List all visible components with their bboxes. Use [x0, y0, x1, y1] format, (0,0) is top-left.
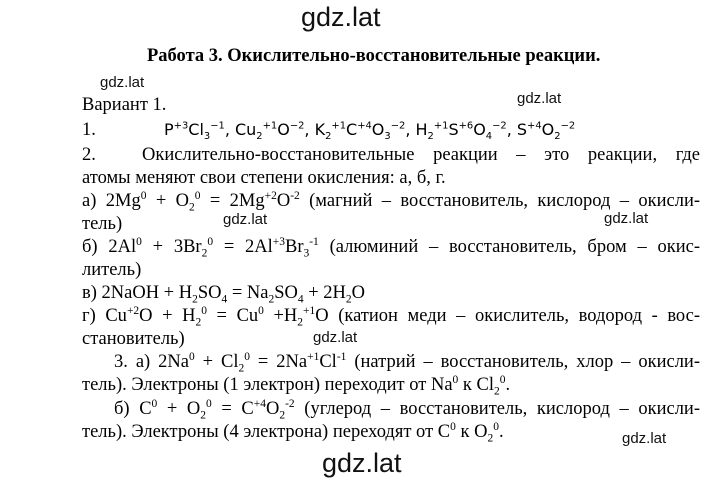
reaction-a-note-end: тель)	[82, 214, 123, 234]
task-1-formulas: $P^{+3}Cl_3^{-1}$, $Cu_2^{+1}O^{-2}$, $K_2^{+1}C^{+4}O_3^{-2}$, $H_2^{+1}S^{+6}O_4^{-2}$, $S^{+4}O_2^{-2}$	[164, 120, 576, 143]
reaction-b: б) $2Al^0 + 3Br_2^0 = 2Al^{+3}Br_3^{-1}$ (алюминий – восстановитель, бром – окис-	[82, 235, 701, 260]
task-3b-text: тель). Электроны (4 электрона) переходят от	[82, 422, 434, 442]
definition-line-2: атомы меняют свои степени окисления: а, б, г.	[82, 168, 446, 188]
reaction-a: а) $2Mg^0 + O_2^0 = 2Mg^{+2}O^{-2}$ (магний – восстановитель, кислород – окисли-	[82, 189, 701, 214]
definition-line-1: Окислительно-восстановительные реакции – это реакции, где	[142, 145, 700, 165]
page-title: Работа 3. Окислительно-восстановительные реакции.	[147, 46, 601, 66]
reaction-a-note: (магний – восстановитель, кислород – окисли-	[309, 191, 701, 211]
watermark: gdz.lat	[223, 211, 268, 228]
reaction-g-note: (катион меди – окислитель, водород - вос-	[338, 306, 701, 326]
task-3b: б) $C^0 + O_2^0 = C^{+4}O_2^{-2}$ (углерод – восстановитель, кислород – окисли-	[114, 397, 700, 422]
task-3a-line-2: тель). Электроны (1 электрон) переходит от Na$^0$ к $Cl_2^0$.	[82, 373, 511, 398]
task-3a-text: тель). Электроны (1 электрон) переходит от	[82, 375, 427, 395]
variant-label: Вариант 1.	[82, 95, 167, 115]
watermark-top: gdz.lat	[301, 2, 381, 32]
task-1-number: 1.	[82, 120, 96, 140]
task-3-number: 3.	[114, 352, 128, 372]
watermark: gdz.lat	[622, 430, 667, 447]
reaction-v: в) 2NaOH + $H_2SO_4 = Na_2SO_4 + 2H_2O$	[82, 283, 366, 306]
watermark: gdz.lat	[517, 90, 562, 107]
task-3a-note: (натрий – восстановитель, хлор – окисли-	[354, 352, 700, 372]
watermark: gdz.lat	[100, 74, 145, 91]
watermark: gdz.lat	[604, 210, 649, 227]
reaction-g: г) $Cu^{+2}O + H_2^0 = Cu^0 +H_2^{+1}O$ (катион меди – окислитель, водород - вос-	[82, 304, 701, 329]
watermark: gdz.lat	[313, 329, 358, 346]
task-3a: 3. а) $2Na^0 + Cl_2^0 = 2Na^{+1}Cl^{-1}$ (натрий – восстановитель, хлор – окисли-	[114, 350, 700, 375]
reaction-b-note-end: литель)	[82, 260, 142, 280]
reaction-g-note-end: становитель)	[82, 329, 185, 349]
task-3b-line-2: тель). Электроны (4 электрона) переходят от $C^0$ к $O_2^0$.	[82, 420, 504, 445]
task-2-number: 2.	[82, 145, 96, 165]
watermark-bottom: gdz.lat	[322, 448, 402, 478]
reaction-b-note: (алюминий – восстановитель, бром – окис-	[329, 237, 701, 257]
task-3b-note: (углерод – восстановитель, кислород – окисли-	[304, 399, 700, 419]
